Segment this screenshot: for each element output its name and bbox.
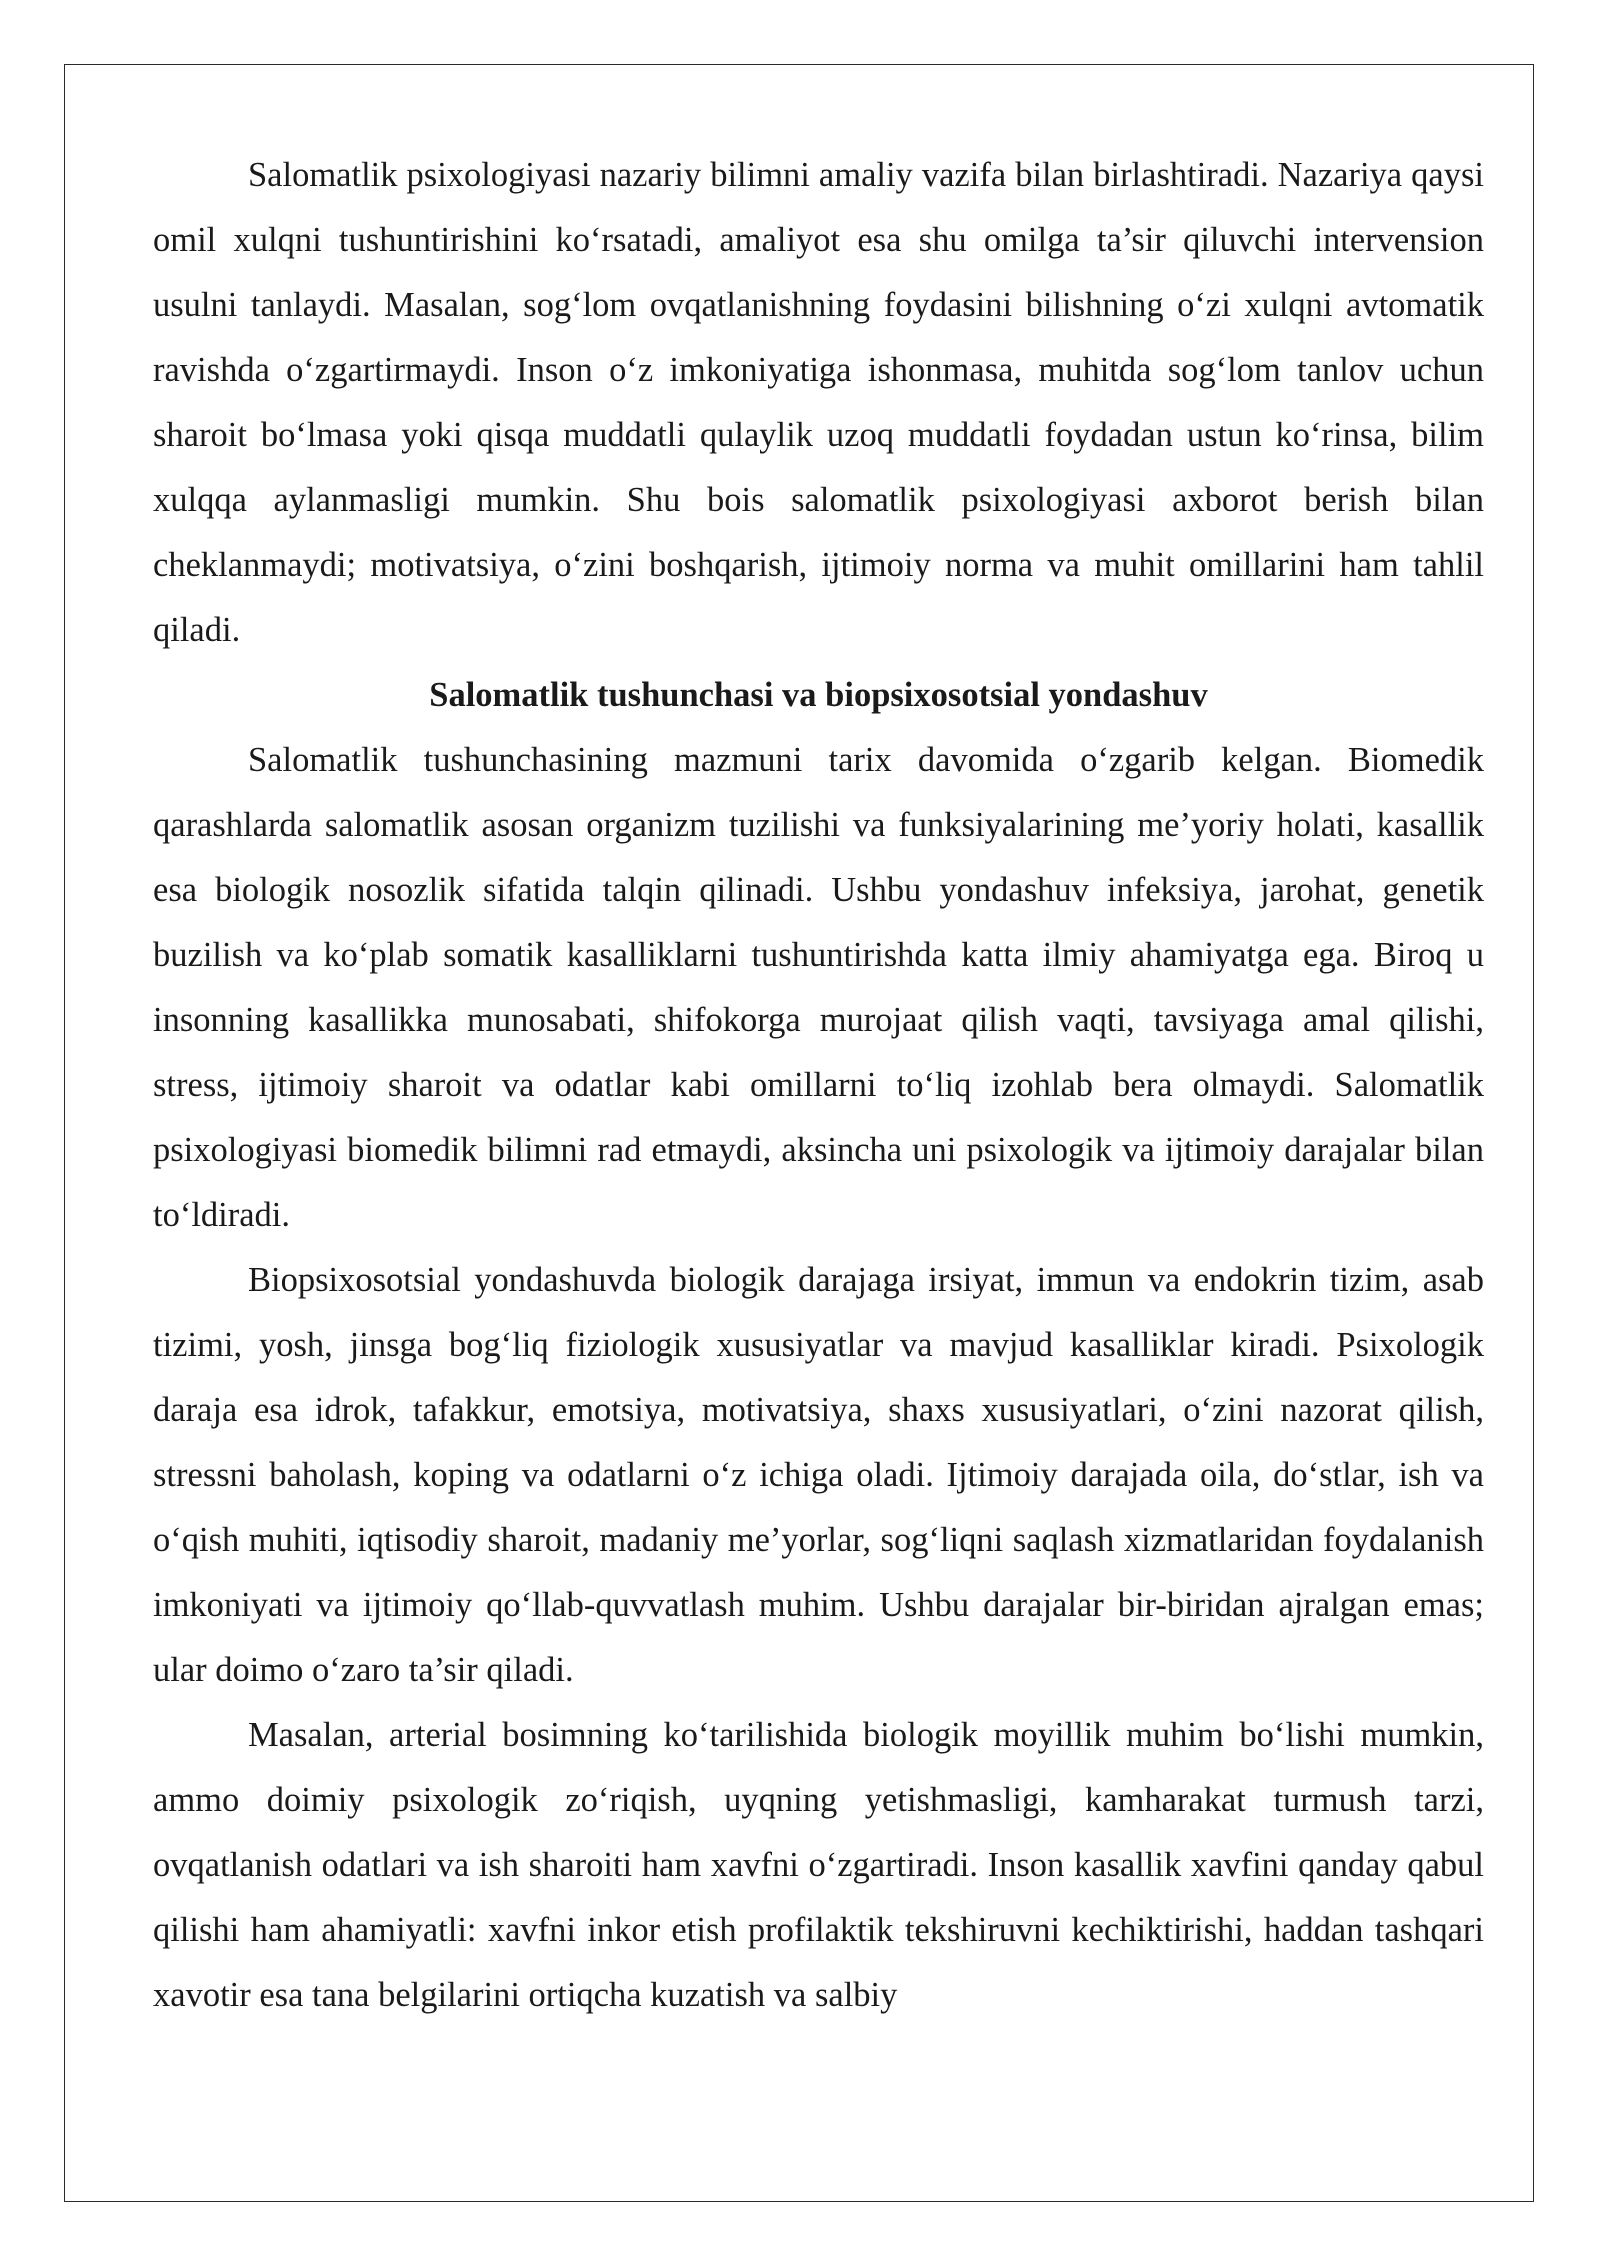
paragraph: Masalan, arterial bosimning ko‘tarilishida biologik moyillik muhim bo‘lishi mumkin, ammo doimiy psixologik zo‘riqish, uyqning yetishmasligi, kamharakat turmush tarzi, ovqatlanish odatlari va ish sharoiti ham xavfni o‘zgartiradi. Inson kasallik xavfini qanday qabul qilishi ham ahamiyatli: xavfni inkor etish profilaktik tekshiruvni kechiktirishi, haddan tashqari xavotir esa tana belgilarini ortiqcha kuzatish va salbiy [153,1716,1484,2014]
paragraph: Salomatlik psixologiyasi nazariy bilimni amaliy vazifa bilan birlashtiradi. Nazariya qaysi omil xulqni tushuntirishini ko‘rsatadi, amaliyot esa shu omilga ta’sir qiluvchi intervension usulni tanlaydi. Masalan, sog‘lom ovqatlanishning foydasini bilishning o‘zi xulqni avtomatik ravishda o‘zgartirmaydi. Inson o‘z imkoniyatiga ishonmasa, muhitda sog‘lom tanlov uchun sharoit bo‘lmasa yoki qisqa muddatli qulaylik uzoq muddatli foydadan ustun ko‘rinsa, bilim xulqqa aylanmasligi mumkin. Shu bois salomatlik psixologiyasi axborot berish bilan cheklanmaydi; motivatsiya, o‘zini boshqarish, ijtimoiy norma va muhit omillarini ham tahlil qiladi. [153,156,1484,649]
paragraph: Biopsixosotsial yondashuvda biologik darajaga irsiyat, immun va endokrin tizim, asab tizimi, yosh, jinsga bog‘liq fiziologik xususiyatlar va mavjud kasalliklar kiradi. Psixologik daraja esa idrok, tafakkur, emotsiya, motivatsiya, shaxs xususiyatlari, o‘zini nazorat qilish, stressni baholash, koping va odatlarni o‘z ichiga oladi. Ijtimoiy darajada oila, do‘stlar, ish va o‘qish muhiti, iqtisodiy sharoit, madaniy me’yorlar, sog‘liqni saqlash xizmatlaridan foydalanish imkoniyati va ijtimoiy qo‘llab-quvvatlash muhim. Ushbu darajalar bir-biridan ajralgan emas; ular doimo o‘zaro ta’sir qiladi. [153,1261,1484,1689]
section-heading: Salomatlik tushunchasi va biopsixosotsial yondashuv [429,676,1208,714]
paragraph: Salomatlik tushunchasining mazmuni tarix davomida o‘zgarib kelgan. Biomedik qarashlarda salomatlik asosan organizm tuzilishi va funksiyalarining me’yoriy holati, kasallik esa biologik nosozlik sifatida talqin qilinadi. Ushbu yondashuv infeksiya, jarohat, genetik buzilish va ko‘plab somatik kasalliklarni tushuntirishda katta ilmiy ahamiyatga ega. Biroq u insonning kasallikka munosabati, shifokorga murojaat qilish vaqti, tavsiyaga amal qilishi, stress, ijtimoiy sharoit va odatlar kabi omillarni to‘liq izohlab bera olmaydi. Salomatlik psixologiyasi biomedik bilimni rad etmaydi, aksincha uni psixologik va ijtimoiy darajalar bilan to‘ldiradi. [153,741,1484,1234]
document-body [153,143,1484,2028]
